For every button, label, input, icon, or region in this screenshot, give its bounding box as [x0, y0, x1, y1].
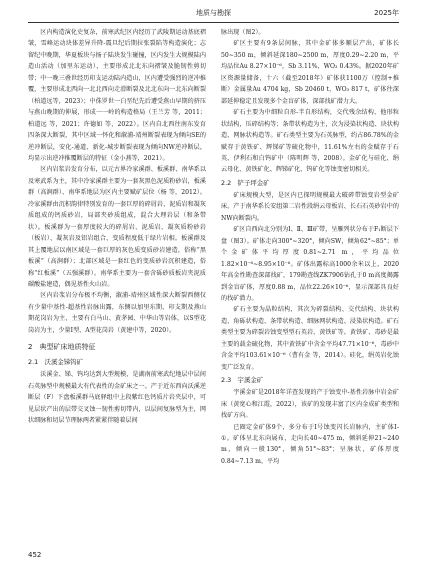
paragraph: 矿区自西向北分别为Ⅰ、Ⅱ、Ⅲ矿带，呈雁列状分布于F₁断层下盘（图3）。矿体走向300°~320°，倾向SW，倾角62°~85°；单个金矿体平均厚度0.81~2.71 m，平均品位1.82×10⁻⁶~8.95×10⁻⁶。矿体出露标高1000余米以上，2020年高金性勘查深部找矿，179勘查线ZK7906钻孔于0 m高度揭露到金盲矿体，厚度0.88 m，品位22.26×10⁻⁶，显示深部具良好的找矿潜力。 — [221, 226, 399, 302]
paragraph: 脉出现（图2）。 — [221, 29, 265, 36]
journal-title: 地质与勘探 — [196, 9, 231, 17]
subsection-heading: 2.1 沃溪金锑钨矿 — [28, 358, 83, 367]
header-rule — [28, 22, 399, 23]
subsection-heading: 2.3 宇溪金矿 — [221, 376, 264, 385]
left-column — [28, 27, 206, 547]
page-number: 452 — [28, 551, 42, 559]
section-heading: 2 典型矿床地质特征 — [28, 343, 96, 352]
paragraph: 矿区主要有9条层间脉，其中金矿体多顺层产出，矿体长50~350 m，倾斜延深180~2500 m，厚度0.29~2.20 m，平均品位Au 8.27×10⁻⁶，Sb 3.11%，WO₃ 0.43%。据2020年矿区资源量储备，十六（截至2018年）矿体获1100万（控制+推断）金属量Au 4704 kg，Sb 20460 t，WO₃ 817 t，矿体往深部延伸稳定且发现多个金盲矿体，深部找矿潜力大。 — [221, 40, 399, 105]
paragraph: 区内构造演化史复杂，前寒武纪区内经历了武陵期运动基底褶皱，雪峰运动块体差异升降-震旦纪后期拉张裂陷等构造演化；志留纪中晚期，华夏板块与扬子陆块发生碰撞，区内发生大规模陆内造山活动（加里东运动），主要形成北北东向褶皱及脆韧性剪切带；中一晚三叠世经历印支运动陆内造山，区内遭受强烈的逆冲推覆，主要形成北西向一北北西向走滑断裂及北北东向一北东向断裂（柏道远等，2023）；中侏罗世一白垩纪先后遭受燕山早期的挤压与燕山晚期的伸展，形成一一岭的构造格局（王兰芳 等，2011；柏道远 等，2021；许德如 等，2022）。区内自北西往南东发育四条深大断裂，其中区域一怀化和溆浦-靖州断裂表现为倾向SE的逆冲断层，安化-通道、新化-城步断裂表现为倾向NW逆冲断层，均显示出逆冲推覆断层的特征（金小燕等，2021）。 — [28, 29, 206, 162]
paragraph: 已圈定金矿体9个，多分布于Ⅰ号蚀变闪长岩脉内，主矿体Ⅰ-①。矿体呈北东向展布，走向长40~475 m，倾斜延伸21~240 m，倾向一般130°，倾角51°~83°；呈脉状，矿体厚度0.84~7.13 m，平均 — [221, 423, 399, 465]
journal-year: 2025年 — [374, 9, 399, 17]
right-column — [221, 27, 399, 547]
paragraph: 区内岩浆岩分布极不均衡，溆浦-靖州区域性深大断裂西侧仅有少量中基性-超基性岩脉出露，东侧以加里东期、印支期及燕山期花岗岩为主，主要有白马山、黄茅园、中华山等岩体，以S型花岗岩为主，少量I型、A型花岗岩（黄建中等，2020）。 — [28, 292, 206, 334]
paragraph: 沃溪金、锑、钨均达到大型规模，是湖南前寒武纪地层中层间石英脉型中规模最大有代表性的金矿床之一。产于近东西向沃溪逆断层（F）下盘板溪群马底驿组中上段紫红色钙质片岩夹层中，可见层状产出的层带交叉蚀一韧性剪切带内，以层间复脉型为主，网状细脉和切层节理脉两者紧紧伴随着层间 — [28, 371, 206, 425]
paragraph: 矿床规模大型，是区内已探明规模最大破碎带蚀变岩型金矿床。产于南华系长安组第二岩性段绢云母板岩、长石石英砂岩中的NW向断裂内。 — [221, 191, 399, 222]
paragraph: 矿石主要为晶粒结构，其次为碎裂结构、交代结构、块状构造、角砾状构造、条带状构造、细脉网状构造、浸染状构造。矿石类型主要为碎裂岩蚀变型型石英岩、黄铁矿等。黄铁矿、毒砂是最主要的载金硫化物，其中黄铁矿中含金平均47.71×10⁻⁶，毒砂中含金平均103.61×10⁻⁶（曹有金 等，2014）。硅化，绢英岩化蚀变广泛发育。 — [221, 306, 399, 371]
running-header — [28, 6, 399, 20]
paragraph: 宇溪金矿是2018年详查发现的产于蚀变中-基性岩脉中岩金矿床（黄宽心和江霞，2022），该矿的发现丰富了区内金成矿类型和找矿方向。 — [221, 389, 399, 420]
paragraph: 区内岩浆岩发育分布，以元古界冷家溪群、板溪群、南华系以及寒武系为主，其中冷家溪群主要为一套灰黑色泥质粉砂岩，板溪群（高涧群）、南华系地层为区内主要赋矿层位（杨 等，2012）。冷家溪群由沉积韵律特别发育的一套巨厚的碎屑岩、泥质岩和凝灰质组成的钙质砂岩，局部夹砂质组成，混合大理岩层（和条带状）。板溪群为一套厚度较大的碎屑岩、泥质岩、凝灰质粉砂岩（板岩）、凝灰岩及铝岩组合，变质程度低于绿片岩相。板溪群及其上覆地层以南区域是一套巨厚的灰色质变质砂岩建造，俗称“黑板溪”（高涧群）；北部区域是一套红色的变质砂岩沉积建造，俗称“红板溪”（五强溪群）。南华系主要为一套含砾砂质板岩夹泥质碳酸盐建造，偶见基性火山岩。 — [28, 166, 206, 288]
subsection-heading: 2.2 铲子坪金矿 — [221, 178, 270, 187]
paragraph: 矿石主要为中细粒自形-半自形结构，交代残余结构、他形粒状结构，压碎结构等；条带状构造为主，次为浸染状构造、块状构造、网脉状构造等。矿石类型主要为石英脉型，约占86.78%的金赋存于黄铁矿、辉锑矿等硫化物中，11.61%左右的金赋存于石英、伊利石和白钨矿中（陈明辉 等，2008）。金矿化与硅化、绢云母化、黄铁矿化、辉锑矿化、钨矿化等蚀变密切相关。 — [221, 109, 399, 174]
